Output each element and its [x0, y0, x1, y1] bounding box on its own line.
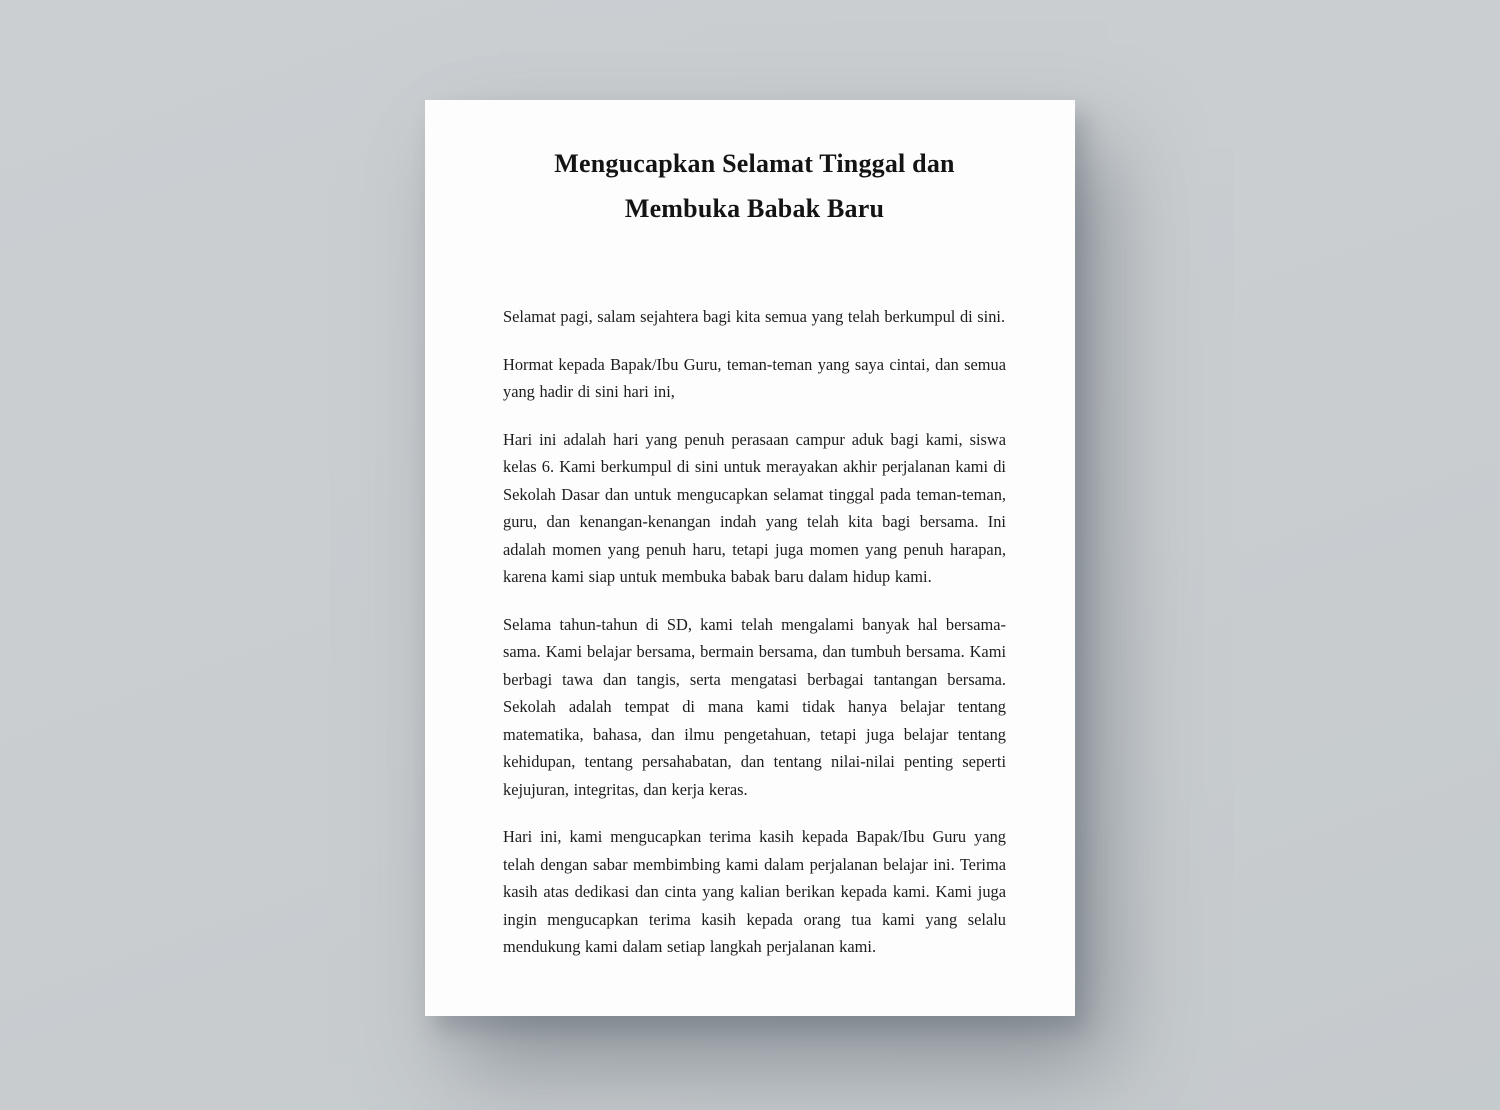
speech-paragraph-memories: Selama tahun-tahun di SD, kami telah mengalami banyak hal bersama-sama. Kami belajar bersama, bermain bersama, dan tumbuh bersama. Kami berbagi tawa dan tangis, serta mengatasi berbagai tantangan bersama. Sekolah adalah tempat di mana kami tidak hanya belajar tentang matematika, bahasa, dan ilmu pengetahuan, tetapi juga belajar tentang kehidupan, tentang persahabatan, dan tentang nilai-nilai penting seperti kejujuran, integritas, dan kerja keras.	[503, 614, 1006, 799]
speech-paragraph-salutation: Hormat kepada Bapak/Ibu Guru, teman-teman yang saya cintai, dan semua yang hadir di sini hari ini,	[503, 354, 1006, 401]
document-title-line-1: Mengucapkan Selamat Tinggal dan	[554, 149, 955, 178]
speech-paragraph-greeting: Selamat pagi, salam sejahtera bagi kita semua yang telah berkumpul di sini.	[503, 307, 1006, 326]
document-title	[503, 141, 1006, 231]
speech-paragraph-thanks: Hari ini, kami mengucapkan terima kasih kepada Bapak/Ibu Guru yang telah dengan sabar membimbing kami dalam perjalanan belajar ini. Terima kasih atas dedikasi dan cinta yang kalian berikan kepada kami. Kami juga ingin mengucapkan terima kasih kepada orang tua kami yang selalu mendukung kami dalam setiap langkah perjalanan kami.	[503, 827, 1006, 956]
document-title-line-2: Membuka Babak Baru	[624, 194, 885, 223]
document-page	[425, 100, 1075, 1016]
speech-paragraph-occasion: Hari ini adalah hari yang penuh perasaan campur aduk bagi kami, siswa kelas 6. Kami berkumpul di sini untuk merayakan akhir perjalanan kami di Sekolah Dasar dan untuk mengucapkan selamat tinggal pada teman-teman, guru, dan kenangan-kenangan indah yang telah kita bagi bersama. Ini adalah momen yang penuh haru, tetapi juga momen yang penuh harapan, karena kami siap untuk membuka babak baru dalam hidup kami.	[503, 429, 1006, 586]
document-body	[503, 303, 1006, 961]
